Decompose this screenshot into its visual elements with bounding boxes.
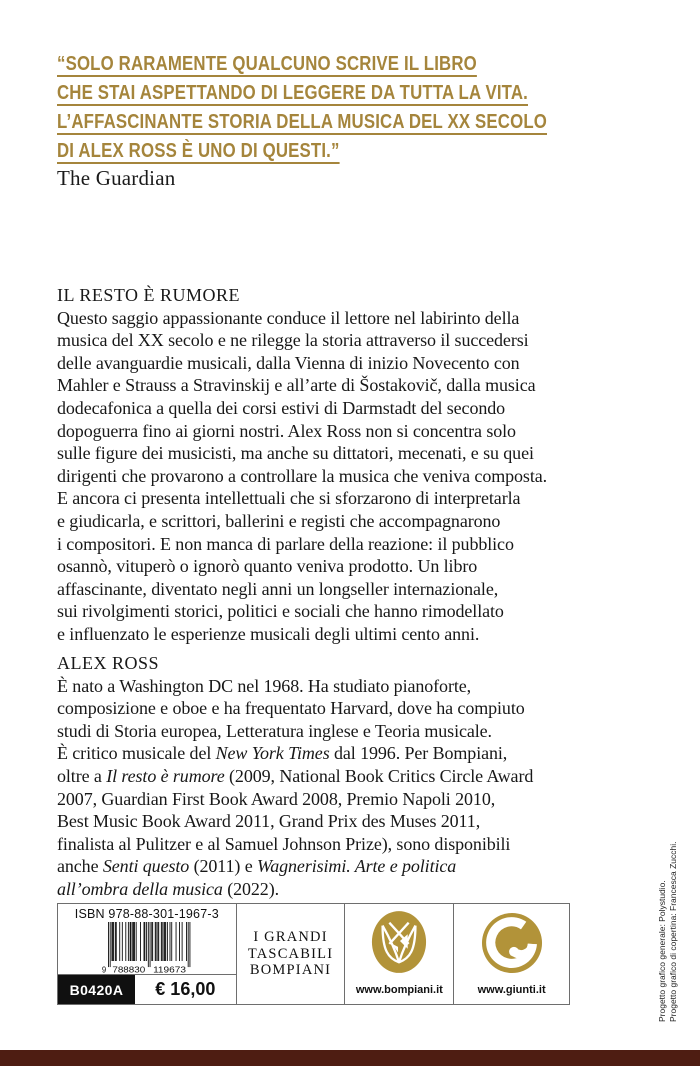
imprint-column	[236, 904, 345, 1004]
text-line: dirigenti che provarono a controllare la musica che veniva composta.	[57, 465, 548, 486]
text-line: L’AFFASCINANTE STORIA DELLA MUSICA DEL XX SECOLO	[57, 111, 548, 133]
book-description	[57, 284, 547, 646]
book-title-heading: IL RESTO È RUMORE	[57, 285, 241, 305]
text-line: musica del XX secolo e ne rilegge la storia attraverso il succedersi	[57, 330, 529, 351]
isbn-column	[58, 904, 236, 1004]
text-line: 2007, Guardian First Book Award 2008, Premio Napoli 2010,	[57, 788, 496, 809]
author-bio	[57, 652, 533, 901]
text-line: DI ALEX ROSS È UNO DI QUESTI.”	[57, 140, 340, 162]
text-line: Questo saggio appassionante conduce il lettore nel labirinto della	[57, 307, 520, 328]
isbn-zone	[58, 904, 236, 974]
text-line: oltre a Il resto è rumore (2009, National Book Critics Circle Award	[57, 765, 534, 786]
text-line: e giudicarla, e scrittori, ballerini e registi che accompagnarono	[57, 510, 501, 531]
text-line: È critico musicale del New York Times dal 1996. Per Bompiani,	[57, 743, 508, 764]
text-line: BOMPIANI	[249, 962, 332, 979]
price-label: € 16,00	[155, 979, 216, 999]
text-line: Progetto grafico di copertina: Francesca Zucchi.	[667, 841, 678, 1022]
text-line: affascinante, diventato negli anni un longseller internazionale,	[57, 578, 499, 599]
text-line: delle avanguardie musicali, dalla Vienna di inizio Novecento con	[57, 352, 520, 373]
svg-text:119673: 119673	[152, 965, 186, 974]
text-line: studi di Storia europea, Letteratura inglese e Teoria musicale.	[57, 720, 492, 741]
giunti-url: www.giunti.it	[477, 984, 546, 996]
text-line: finalista al Pulitzer e al Samuel Johnson Prize), sono disponibili	[57, 833, 511, 854]
svg-text:9: 9	[101, 965, 107, 974]
text-line: TASCABILI	[247, 945, 334, 962]
bompiani-url: www.bompiani.it	[355, 984, 443, 996]
text-line: osannò, vituperò o ignorò quanto veniva prodotto. Un libro	[57, 556, 478, 577]
text-line: E ancora ci presenta intellettuali che si sforzarono di interpretarla	[57, 488, 521, 509]
text-line: “SOLO RARAMENTE QUALCUNO SCRIVE IL LIBRO	[57, 53, 477, 75]
bompiani-flower-icon	[370, 909, 428, 975]
ean13-barcode	[67, 922, 227, 974]
text-line: dopoguerra fino ai giorni nostri. Alex Ross non si concentra solo	[57, 420, 516, 441]
giunti-column	[453, 904, 569, 1004]
text-line: Progetto grafico generale: Polystudio.	[657, 880, 667, 1022]
text-line: composizione e oboe e ha frequentato Harvard, dove ha compiuto	[57, 698, 525, 719]
svg-text:788830: 788830	[112, 965, 146, 974]
description-text	[57, 307, 547, 646]
design-credits	[657, 842, 678, 1022]
text-line: anche Senti questo (2011) e Wagnerisimi. Arte e politica	[57, 856, 457, 877]
cover-edge-bar	[0, 1050, 700, 1066]
text-line: sui rivolgimenti storici, politici e sociali che hanno rimodellato	[57, 601, 504, 622]
text-line: i compositori. E non manca di parlare della reazione: il pubblico	[57, 533, 514, 554]
barcode-panel	[57, 903, 570, 1005]
text-line: È nato a Washington DC nel 1968. Ha studiato pianoforte,	[57, 675, 472, 696]
giunti-logo-icon	[481, 911, 543, 975]
text-line: dodecafonica a quella dei corsi estivi di Darmstadt del secondo	[57, 397, 506, 418]
edition-code-badge: B0420A	[58, 975, 135, 1004]
text-line: e influenzato le esperienze musicali degli ultimi cento anni.	[57, 623, 480, 644]
bompiani-column	[344, 904, 453, 1004]
press-quote	[57, 50, 547, 166]
imprint-name	[248, 929, 333, 979]
quote-attribution: The Guardian	[57, 166, 176, 190]
price-row	[58, 974, 236, 1004]
bio-text	[57, 675, 533, 901]
text-line: I GRANDI	[253, 929, 328, 946]
text-line: sulle figure dei musicisti, ma anche su dittatori, mecenati, e su quei	[57, 443, 534, 464]
text-line: all’ombra della musica (2022).	[57, 878, 279, 899]
isbn-label: ISBN 978-88-301-1967-3	[74, 907, 219, 921]
text-line: Mahler e Strauss a Stravinskij e all’arte di Šostakovič, dalla musica	[57, 375, 536, 396]
author-name-heading: ALEX ROSS	[57, 653, 160, 673]
text-line: CHE STAI ASPETTANDO DI LEGGERE DA TUTTA LA VITA.	[57, 82, 529, 104]
text-line: Best Music Book Award 2011, Grand Prix des Muses 2011,	[57, 811, 481, 832]
